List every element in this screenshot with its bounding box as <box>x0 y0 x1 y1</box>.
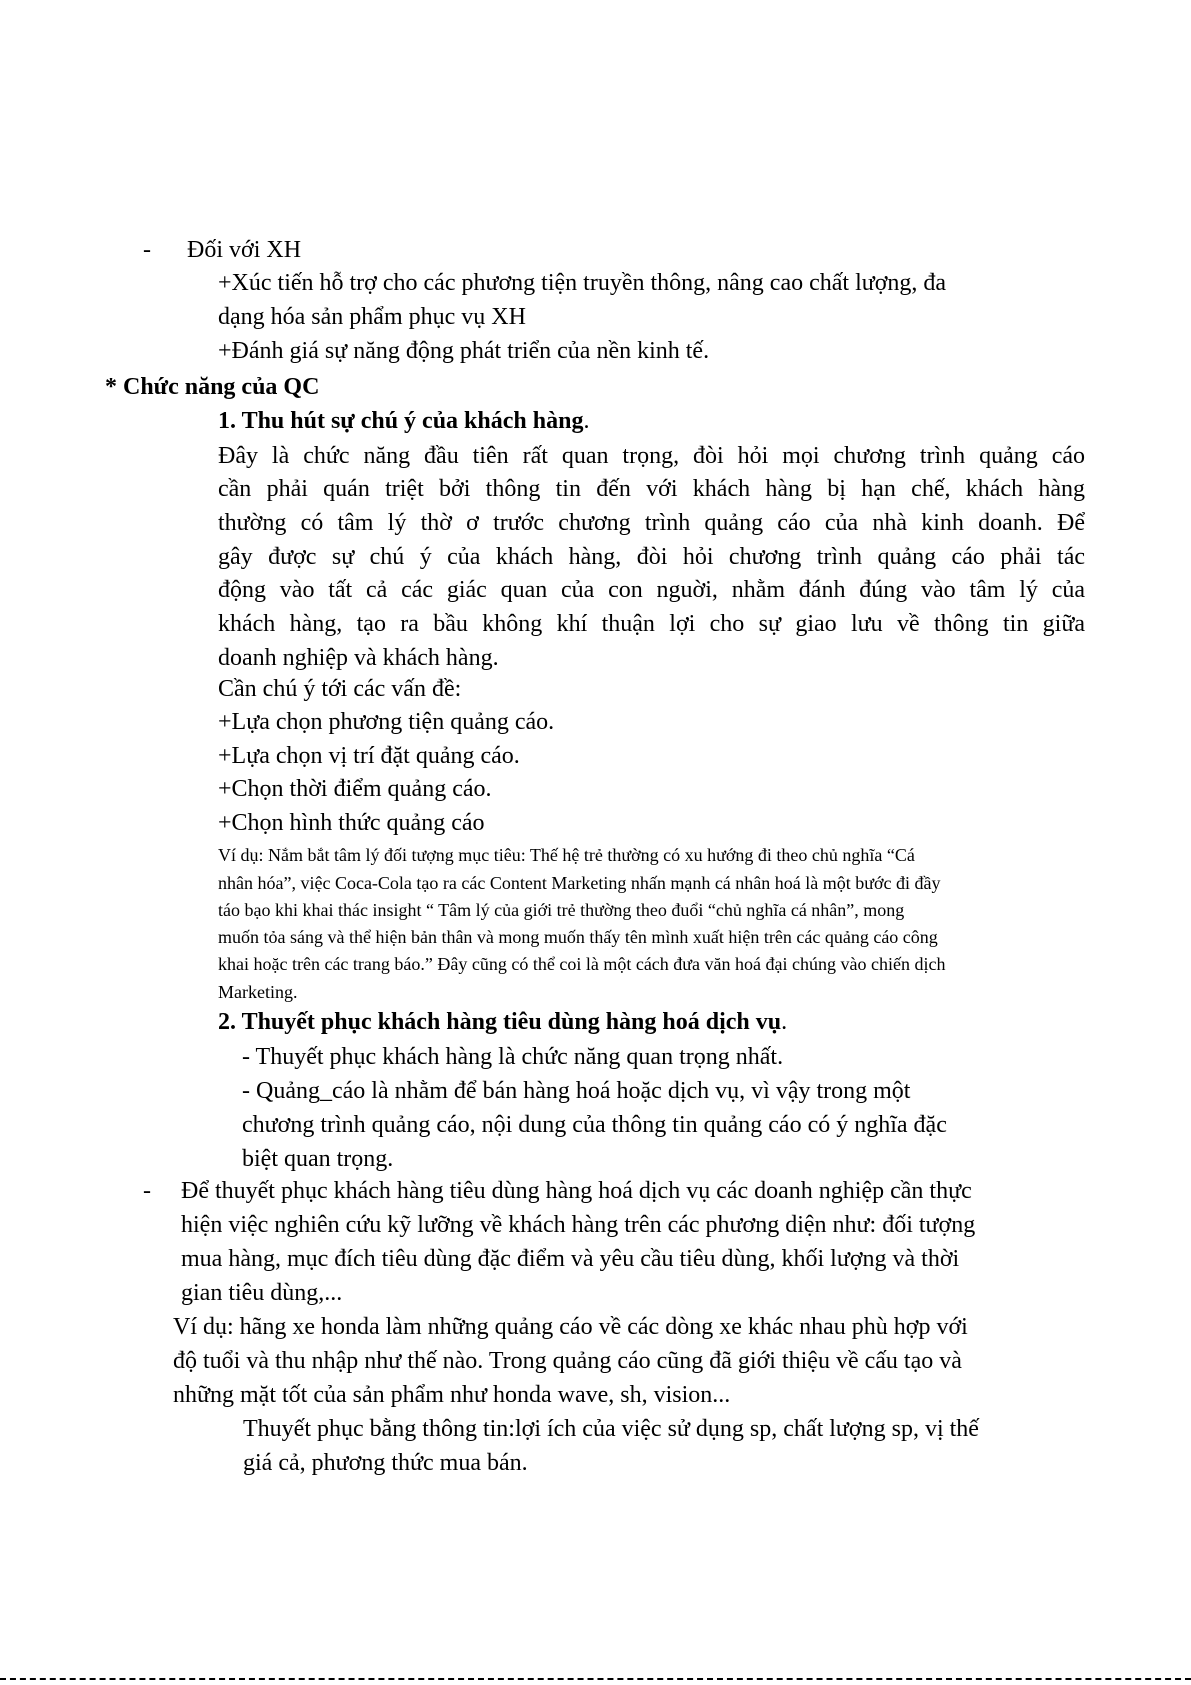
example-line: Ví dụ: Nắm bắt tâm lý đối tượng mục tiêu: Thế hệ trẻ thường có xu hướng đi theo chủ nghĩa “Cá <box>218 845 915 865</box>
honda-example-line: Ví dụ: hãng xe honda làm những quảng cáo về các dòng xe khác nhau phù hợp với <box>173 1314 968 1340</box>
functions-title: * Chức năng của QC <box>105 374 320 400</box>
honda-example-line: độ tuổi và thu nhập như thế nào. Trong quảng cáo cũng đã giới thiệu về cấu tạo và <box>173 1348 962 1374</box>
function-2-heading-text: 2. Thuyết phục khách hàng tiêu dùng hàng hoá dịch vụ <box>218 1009 782 1035</box>
attention-item: +Chọn thời điểm quảng cáo. <box>218 776 492 802</box>
society-item-1: +Xúc tiến hỗ trợ cho các phương tiện truyền thông, nâng cao chất lượng, đa <box>218 270 947 296</box>
bullet-dash: - <box>143 1178 151 1204</box>
function-2-point: chương trình quảng cáo, nội dung của thông tin quảng cáo có ý nghĩa đặc <box>242 1112 947 1138</box>
function-2-point: - Quảng_cáo là nhằm để bán hàng hoá hoặc dịch vụ, vì vậy trong một <box>242 1078 911 1104</box>
attention-item: +Lựa chọn vị trí đặt quảng cáo. <box>218 743 520 769</box>
attention-item: +Chọn hình thức quảng cáo <box>218 810 485 836</box>
persuade-line: giá cả, phương thức mua bán. <box>243 1450 528 1476</box>
persuade-line: Thuyết phục bằng thông tin:lợi ích của việc sử dụng sp, chất lượng sp, vị thế <box>243 1416 979 1442</box>
function-1-para-line: doanh nghiệp và khách hàng. <box>218 645 499 671</box>
function-1-para-line: thường có tâm lý thờ ơ trước chương trình quảng cáo của nhà kinh doanh. Để <box>218 510 1085 536</box>
research-line: gian tiêu dùng,... <box>181 1280 343 1306</box>
function-2-heading <box>218 1007 787 1037</box>
function-1-para-line: gây được sự chú ý của khách hàng, đòi hỏi chương trình quảng cáo phải tác <box>218 544 1085 570</box>
function-1-para-line: Đây là chức năng đầu tiên rất quan trọng, đòi hỏi mọi chương trình quảng cáo <box>218 443 1085 469</box>
function-1-heading-end: . <box>583 408 590 434</box>
function-2-heading-end: . <box>781 1009 788 1035</box>
example-line: Marketing. <box>218 982 298 1002</box>
page-bottom-rule <box>0 1678 1191 1680</box>
function-2-point: biệt quan trọng. <box>242 1146 394 1172</box>
function-1-para-line: khách hàng, tạo ra bầu không khí thuận lợi cho sự giao lưu về thông tin giữa <box>218 611 1085 637</box>
attention-intro: Cần chú ý tới các vấn đề: <box>218 676 462 702</box>
example-line: táo bạo khi khai thác insight “ Tâm lý của giới trẻ thường theo đuổi “chủ nghĩa cá nhân”, mong <box>218 900 905 920</box>
function-1-para-line: động vào tất cả các giác quan của con nguời, nhằm đánh đúng vào tâm lý của <box>218 577 1085 603</box>
society-item-2: +Đánh giá sự năng động phát triển của nền kinh tế. <box>218 338 710 364</box>
function-1-heading <box>218 406 589 436</box>
example-line: muốn tỏa sáng và thể hiện bản thân và mong muốn thấy tên mình xuất hiện trên các quảng cáo công <box>218 927 938 947</box>
research-line: hiện việc nghiên cứu kỹ lưỡng về khách hàng trên các phương diện như: đối tượng <box>181 1212 976 1238</box>
example-line: nhân hóa”, việc Coca-Cola tạo ra các Content Marketing nhấn mạnh cá nhân hoá là một bước đi đầy <box>218 873 941 893</box>
function-2-point: - Thuyết phục khách hàng là chức năng quan trọng nhất. <box>242 1044 784 1070</box>
research-line: mua hàng, mục đích tiêu dùng đặc điểm và yêu cầu tiêu dùng, khối lượng và thời <box>181 1246 960 1272</box>
example-line: khai hoặc trên các trang báo.” Đây cũng có thể coi là một cách đưa văn hoá đại chúng vào chiến dịch <box>218 954 946 974</box>
function-1-heading-text: 1. Thu hút sự chú ý của khách hàng <box>218 408 584 434</box>
bullet-dash: - <box>143 237 151 263</box>
attention-item: +Lựa chọn phương tiện quảng cáo. <box>218 709 555 735</box>
honda-example-line: những mặt tốt của sản phẩm như honda wave, sh, vision... <box>173 1382 731 1408</box>
research-line: Để thuyết phục khách hàng tiêu dùng hàng hoá dịch vụ các doanh nghiệp cần thực <box>181 1178 972 1204</box>
function-1-para-line: cần phải quán triệt bởi thông tin đến với khách hàng bị hạn chế, khách hàng <box>218 476 1085 502</box>
section-heading-society: Đối với XH <box>187 237 302 263</box>
society-item-1-cont: dạng hóa sản phẩm phục vụ XH <box>218 304 526 330</box>
